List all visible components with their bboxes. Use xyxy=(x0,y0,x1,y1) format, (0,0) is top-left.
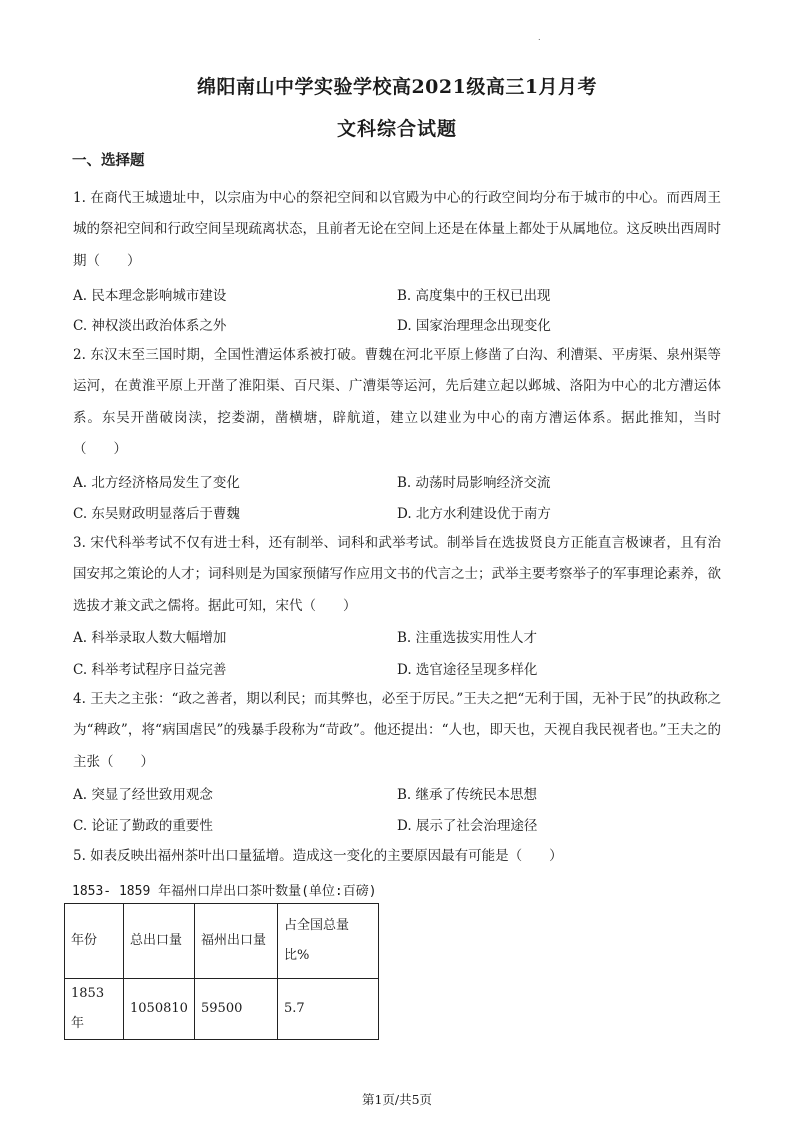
question-3-option-c: C. 科举考试程序日益完善 xyxy=(73,662,227,678)
question-3-option-d: D. 选官途径呈现多样化 xyxy=(397,662,538,678)
question-4-stem: 4. 王夫之主张：“政之善者，期以利民；而其弊也，必至于厉民。”王夫之把“无利于国，无补于民”的执政称之为“稗政”，将“病国虐民”的残暴手段称为“苛政”。他还提出：“人也，即天也，天视自我民视者也。”王夫之的主张（ ） xyxy=(73,691,721,770)
page-number: 第1页/共5页 xyxy=(361,1092,433,1107)
question-3-stem: 3. 宋代科举考试不仅有进士科，还有制举、词科和武举考试。制举旨在选拔贤良方正能直言极谏者，且有治国安邦之策论的人才；词科则是为国家预储写作应用文书的代言之士；武举主要考察举子的军事理论素养，欲选拔才兼文武之儒将。据此可知，宋代（ ） xyxy=(73,535,721,614)
question-4-option-a: A. 突显了经世致用观念 xyxy=(73,787,213,803)
table-header-cell: 总出口量 xyxy=(124,904,195,979)
table-header-row xyxy=(65,904,379,979)
question-2-option-c: C. 东吴财政明显落后于曹魏 xyxy=(73,506,240,522)
question-1-stem: 1. 在商代王城遗址中，以宗庙为中心的祭祀空间和以官殿为中心的行政空间均分布于城市的中心。而西周王城的祭祀空间和行政空间呈现疏离状态，且前者无论在空间上还是在体量上都处于从属地位。这反映出西周时期（ ） xyxy=(73,190,721,269)
question-3-option-a: A. 科举录取人数大幅增加 xyxy=(73,630,227,646)
table-header-cell: 占全国总量比% xyxy=(278,904,379,979)
question-1-option-d: D. 国家治理理念出现变化 xyxy=(397,318,551,334)
header-mark: . xyxy=(538,33,541,42)
table-cell: 1853年 xyxy=(65,979,124,1040)
question-3-option-b: B. 注重选拔实用性人才 xyxy=(397,630,538,646)
question-1-option-a: A. 民本理念影响城市建设 xyxy=(73,288,227,304)
question-1-option-c: C. 神权淡出政治体系之外 xyxy=(73,318,227,334)
table-header-cell: 福州出口量 xyxy=(195,904,278,979)
tea-export-table xyxy=(64,903,379,1040)
table-cell: 1050810 xyxy=(124,979,195,1040)
question-2-option-a: A. 北方经济格局发生了变化 xyxy=(73,475,240,491)
question-4-option-d: D. 展示了社会治理途径 xyxy=(397,818,538,834)
exam-subtitle: 文科综合试题 xyxy=(336,118,457,140)
question-5-stem: 5. 如表反映出福州茶叶出口量猛增。造成这一变化的主要原因最有可能是（ ） xyxy=(73,848,563,864)
question-2-stem: 2. 东汉末至三国时期，全国性漕运体系被打破。曹魏在河北平原上修凿了白沟、利漕渠、平虏渠、泉州渠等运河，在黄淮平原上开凿了淮阳渠、百尺渠、广漕渠等运河，先后建立起以邺城、洛阳为中心的北方漕运体系。东吴开凿破岗渎，挖娄湖，凿横塘，辟航道，建立以建业为中心的南方漕运体系。据此推知，当时（ ） xyxy=(73,347,721,457)
question-4-option-c: C. 论证了勤政的重要性 xyxy=(73,818,213,834)
question-4-option-b: B. 继承了传统民本思想 xyxy=(397,787,538,803)
question-1-option-b: B. 高度集中的王权已出现 xyxy=(397,288,551,304)
question-2-option-d: D. 北方水利建设优于南方 xyxy=(397,506,551,522)
table-header-cell: 年份 xyxy=(65,904,124,979)
table-cell: 59500 xyxy=(195,979,278,1040)
table-row xyxy=(65,979,379,1040)
question-2-option-b: B. 动荡时局影响经济交流 xyxy=(397,475,551,491)
section-heading: 一、选择题 xyxy=(72,152,145,169)
table-cell: 5.7 xyxy=(278,979,379,1040)
table-caption: 1853- 1859 年福州口岸出口茶叶数量(单位:百磅) xyxy=(72,884,377,899)
exam-title: 绵阳南山中学实验学校高2021级高三1月月考 xyxy=(196,76,598,98)
